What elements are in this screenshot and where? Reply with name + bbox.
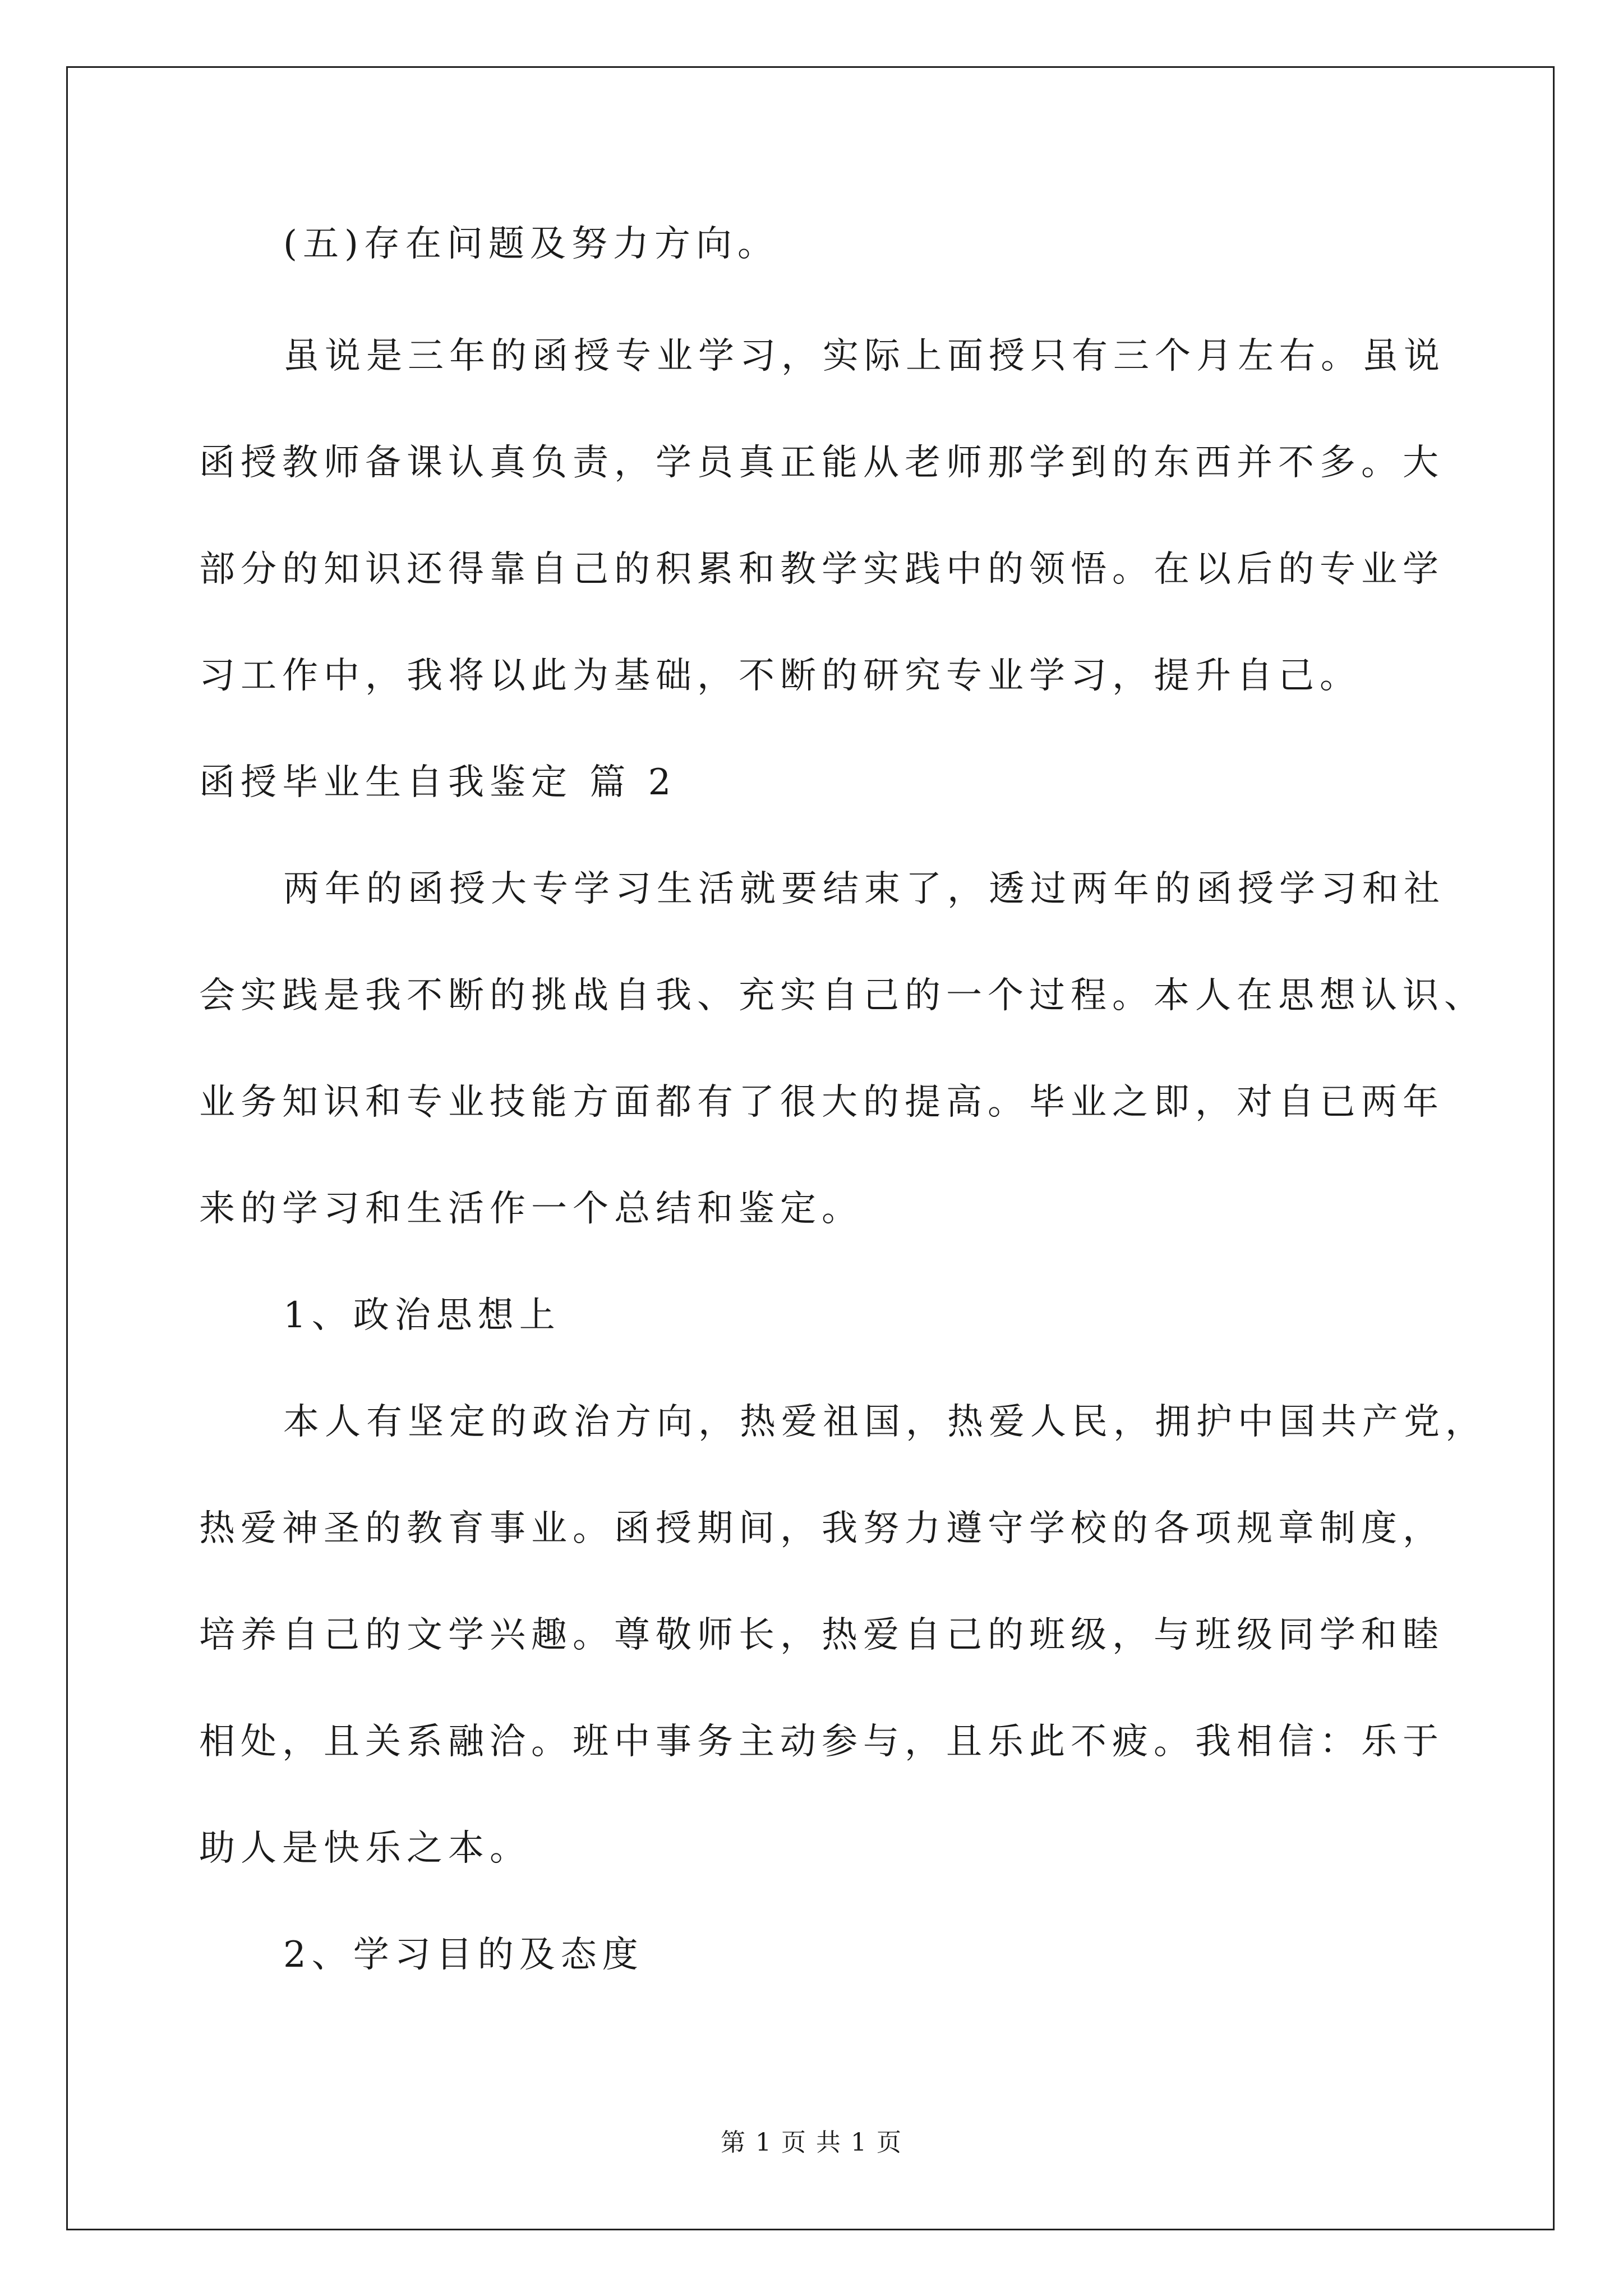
paragraph-line: 相处，且关系融洽。班中事务主动参与，且乐此不疲。我相信：乐于 [199,1721,1444,1763]
page-number-footer: 第 1 页 共 1 页 [721,2128,902,2157]
paragraph-line: 习工作中，我将以此为基础，不断的研究专业学习，提升自己。 [199,655,1361,697]
paragraph-line: 会实践是我不断的挑战自我、充实自己的一个过程。本人在思想认识、 [199,975,1486,1016]
paragraph-line: 虽说是三年的函授专业学习，实际上面授只有三个月左右。虽说 [283,335,1445,377]
article-title: 函授毕业生自我鉴定 篇 2 [199,762,677,803]
paragraph-line: 函授教师备课认真负责，学员真正能从老师那学到的东西并不多。大 [199,442,1444,484]
section-heading-5: (五)存在问题及努力方向。 [283,223,779,265]
section-heading-2: 2、学习目的及态度 [283,1934,644,1976]
page-border [66,66,1555,2230]
paragraph-line: 热爱神圣的教育事业。函授期间，我努力遵守学校的各项规章制度， [199,1508,1444,1549]
paragraph-line: 部分的知识还得靠自己的积累和教学实践中的领悟。在以后的专业学 [199,549,1444,590]
paragraph-line: 来的学习和生活作一个总结和鉴定。 [199,1188,863,1230]
paragraph-line: 助人是快乐之本。 [199,1828,531,1869]
paragraph-line: 业务知识和专业技能方面都有了很大的提高。毕业之即，对自已两年 [199,1082,1444,1123]
paragraph-line: 本人有坚定的政治方向，热爱祖国，热爱人民，拥护中国共产党， [283,1401,1487,1443]
section-heading-1: 1、政治思想上 [283,1295,561,1336]
paragraph-line: 两年的函授大专学习生活就要结束了，透过两年的函授学习和社 [283,868,1445,910]
paragraph-line: 培养自己的文学兴趣。尊敬师长，热爱自己的班级，与班级同学和睦 [199,1614,1444,1656]
